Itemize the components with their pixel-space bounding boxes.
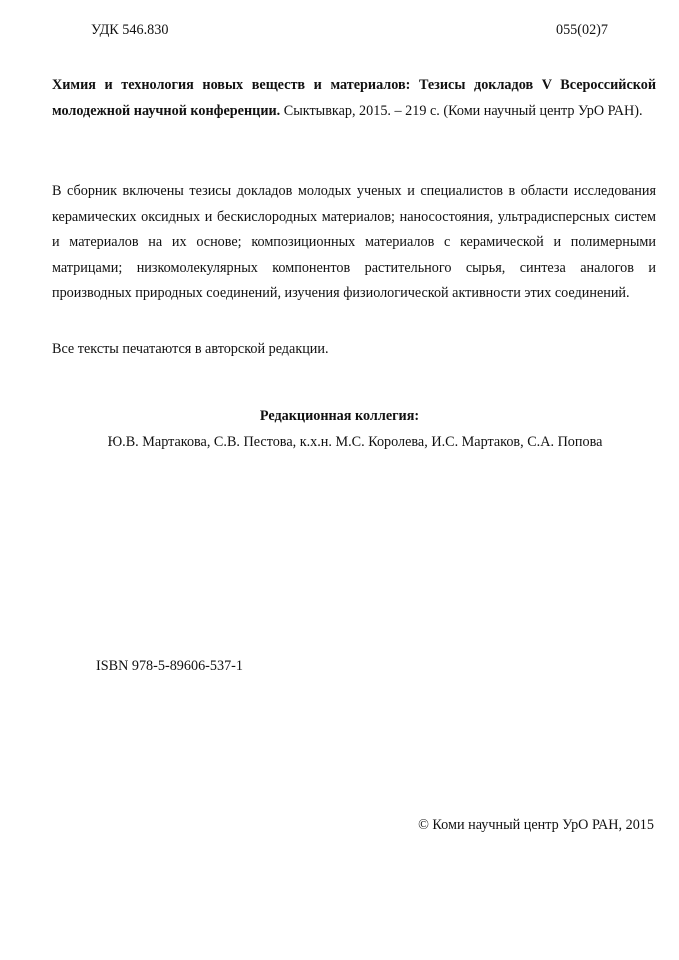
bibliographic-description bbox=[52, 73, 656, 124]
author-edition-note: Все тексты печатаются в авторской редакции. bbox=[52, 341, 329, 357]
isbn: ISBN 978-5-89606-537-1 bbox=[96, 658, 243, 674]
udk-code: УДК 546.830 bbox=[91, 22, 169, 38]
publication-title: Химия и технология новых веществ и материалов: Тезисы докладов V Всероссийской молодежной научной конференции. bbox=[52, 77, 656, 119]
abstract-text: В сборник включены тезисы докладов молодых ученых и специалистов в области исследования керамических оксидных и бескислородных материалов; наносостояния, ультрадисперсных систем и материалов на их основе; композиционных материалов с керамической и полимерными матрицами; низкомолекулярных компонентов растительного сырья, синтеза аналогов и производных природных соединений, изучения физиологической активности этих соединений. bbox=[52, 183, 656, 301]
publication-details: Сыктывкар, 2015. – 219 с. (Коми научный центр УрО РАН). bbox=[280, 102, 643, 119]
editorial-board-members: Ю.В. Мартакова, С.В. Пестова, к.х.н. М.С. Королева, И.С. Мартаков, С.А. Попова bbox=[107, 434, 603, 450]
copyright: © Коми научный центр УрО РАН, 2015 bbox=[418, 817, 654, 833]
abstract bbox=[52, 179, 656, 307]
bbk-code: 055(02)7 bbox=[555, 22, 608, 38]
editorial-board-title: Редакционная коллегия: bbox=[259, 408, 420, 424]
